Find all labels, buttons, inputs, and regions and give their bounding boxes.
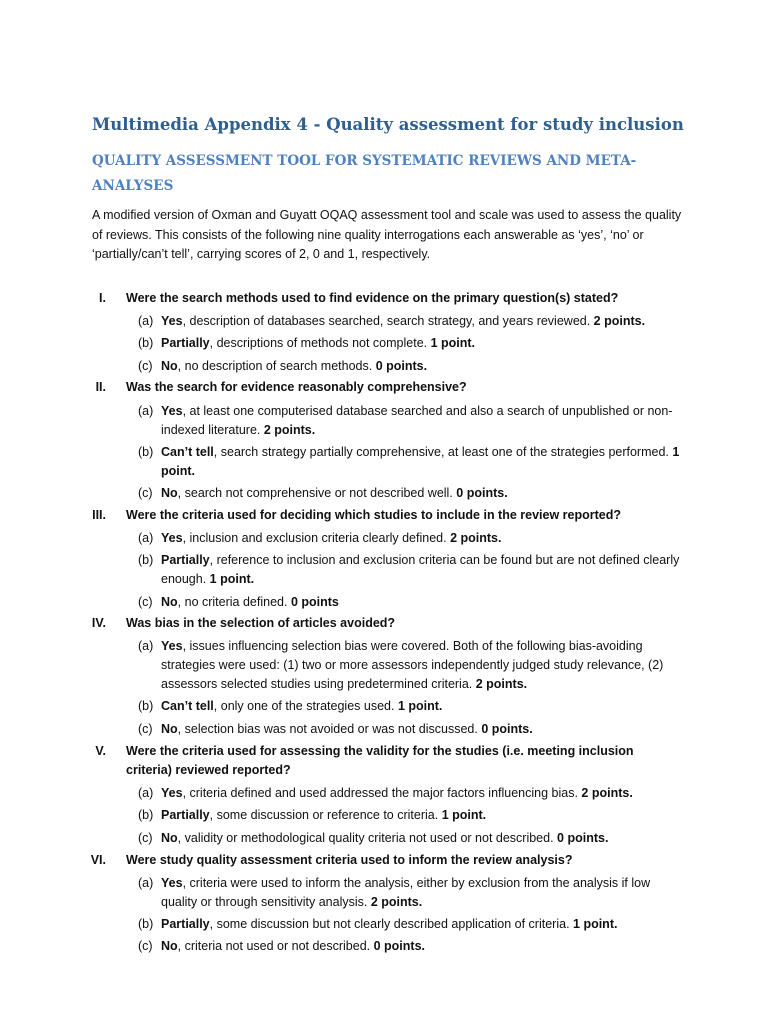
question-text: Was the search for evidence reasonably comprehensive?	[126, 380, 467, 394]
question-text: Were the criteria used for deciding which studies to include in the review reported?	[126, 508, 622, 522]
option-text	[161, 593, 681, 612]
option-text	[161, 915, 681, 934]
option-score: 0 points.	[456, 486, 508, 500]
option-text	[161, 874, 681, 912]
option-text	[161, 829, 681, 848]
option-description: , reference to inclusion and exclusion criteria can be found but are not defined clearly enough.	[161, 553, 680, 586]
option-description: , criteria not used or not described.	[177, 939, 374, 953]
option-description: , no description of search methods.	[177, 359, 376, 373]
option-key: Can’t tell	[161, 445, 214, 459]
option-description: , only one of the strategies used.	[213, 699, 398, 713]
option-key: Partially	[161, 336, 210, 350]
option-description: , no criteria defined.	[177, 595, 291, 609]
option-key: No	[161, 595, 178, 609]
option-key: No	[161, 722, 178, 736]
option-score: 2 points.	[370, 895, 423, 909]
option-text	[161, 637, 681, 694]
option-score: 1 point.	[161, 445, 680, 478]
option-score: 2 points.	[581, 786, 633, 800]
option-score: 1 point.	[441, 808, 487, 822]
option-label: (c)	[138, 486, 153, 500]
question-text: Were the search methods used to find evidence on the primary question(s) stated?	[126, 291, 619, 305]
option-label: (c)	[138, 595, 153, 609]
question-number: I.	[99, 291, 106, 305]
option-label: (c)	[138, 722, 153, 736]
option-text	[161, 551, 681, 589]
option-label: (c)	[138, 831, 153, 845]
question-text: Were the criteria used for assessing the validity for the studies (i.e. meeting inclusion criteria) reviewed reported?	[126, 744, 634, 777]
option-label: (b)	[138, 917, 154, 931]
option-key: Partially	[161, 808, 210, 822]
question-number: III.	[92, 508, 106, 522]
option-text	[161, 312, 681, 331]
option-description: , descriptions of methods not complete.	[209, 336, 431, 350]
option-description: , selection bias was not avoided or was not discussed.	[177, 722, 482, 736]
option-key: Yes	[161, 531, 183, 545]
question-number: VI.	[90, 853, 106, 867]
option-label: (b)	[138, 336, 154, 350]
option-score: 0 points.	[373, 939, 426, 953]
option-key: No	[161, 359, 178, 373]
option-label: (c)	[138, 359, 153, 373]
option-key: Yes	[161, 876, 183, 890]
option-key: Yes	[161, 404, 183, 418]
option-label: (b)	[138, 445, 154, 459]
option-label: (b)	[138, 699, 154, 713]
option-text	[161, 806, 681, 825]
option-score: 1 point.	[430, 336, 476, 350]
option-label: (a)	[138, 639, 154, 653]
option-label: (a)	[138, 531, 154, 545]
option-key: Partially	[161, 553, 210, 567]
option-text	[161, 402, 681, 440]
option-label: (a)	[138, 314, 154, 328]
option-score: 0 points.	[375, 359, 428, 373]
option-score: 2 points.	[450, 531, 502, 545]
option-description: , validity or methodological quality criteria not used or not described.	[177, 831, 558, 845]
option-score: 1 point.	[573, 917, 618, 931]
option-score: 2 points.	[263, 423, 316, 437]
option-score: 2 points.	[475, 677, 528, 691]
option-description: , inclusion and exclusion criteria clearly defined.	[182, 531, 451, 545]
option-text	[161, 697, 681, 716]
option-score: 0 points.	[481, 722, 533, 736]
option-score: 0 points.	[557, 831, 609, 845]
option-description: , issues influencing selection bias were covered. Both of the following bias-avoiding strategies were used: (1) two or more assessors independently judged study relevance, (2) assessors selected studies using predetermined criteria.	[161, 639, 664, 691]
option-label: (c)	[138, 939, 153, 953]
option-description: , search not comprehensive or not described well.	[177, 486, 457, 500]
option-label: (a)	[138, 404, 154, 418]
option-description: , criteria were used to inform the analysis, either by exclusion from the analysis if low quality or through sensitivity analysis.	[161, 876, 651, 909]
option-key: No	[161, 831, 178, 845]
option-text	[161, 529, 681, 548]
option-label: (b)	[138, 553, 154, 567]
option-description: , some discussion or reference to criteria.	[209, 808, 442, 822]
question-text: Were study quality assessment criteria used to inform the review analysis?	[126, 853, 573, 867]
option-score: 0 points	[290, 595, 339, 609]
option-key: Partially	[161, 917, 210, 931]
option-key: Yes	[161, 786, 183, 800]
option-description: , some discussion but not clearly described application of criteria.	[209, 917, 574, 931]
option-text	[161, 357, 681, 376]
option-text	[161, 334, 681, 353]
option-key: Yes	[161, 314, 183, 328]
question-number: V.	[95, 744, 106, 758]
question-text: Was bias in the selection of articles avoided?	[126, 616, 396, 630]
option-key: No	[161, 486, 178, 500]
option-text	[161, 784, 681, 803]
option-label: (a)	[138, 876, 154, 890]
option-description: , search strategy partially comprehensive, at least one of the strategies performed.	[213, 445, 673, 459]
option-text	[161, 937, 681, 956]
option-text	[161, 720, 681, 739]
intro-paragraph: A modified version of Oxman and Guyatt OQAQ assessment tool and scale was used to assess the quality of reviews. This consists of the following nine quality interrogations each answerable as ‘yes’, ‘no’ or ‘partially/can’t tell’, carrying scores of 2, 0 and 1, respectively.	[92, 208, 682, 261]
document-title: Multimedia Appendix 4 - Quality assessment for study inclusion	[92, 115, 684, 134]
option-key: No	[161, 939, 178, 953]
option-text	[161, 443, 681, 481]
option-key: Yes	[161, 639, 183, 653]
document-subtitle: QUALITY ASSESSMENT TOOL FOR SYSTEMATIC REVIEWS AND META-ANALYSES	[92, 153, 637, 194]
option-key: Can’t tell	[161, 699, 214, 713]
option-score: 1 point.	[397, 699, 443, 713]
question-number: II.	[95, 380, 106, 394]
option-text	[161, 484, 681, 503]
option-description: , at least one computerised database searched and also a search of unpublished or non-indexed literature.	[161, 404, 673, 437]
option-score: 2 points.	[593, 314, 646, 328]
option-description: , description of databases searched, search strategy, and years reviewed.	[182, 314, 594, 328]
option-label: (b)	[138, 808, 154, 822]
option-label: (a)	[138, 786, 154, 800]
question-number: IV.	[91, 616, 106, 630]
option-score: 1 point.	[209, 572, 255, 586]
option-description: , criteria defined and used addressed the major factors influencing bias.	[182, 786, 582, 800]
